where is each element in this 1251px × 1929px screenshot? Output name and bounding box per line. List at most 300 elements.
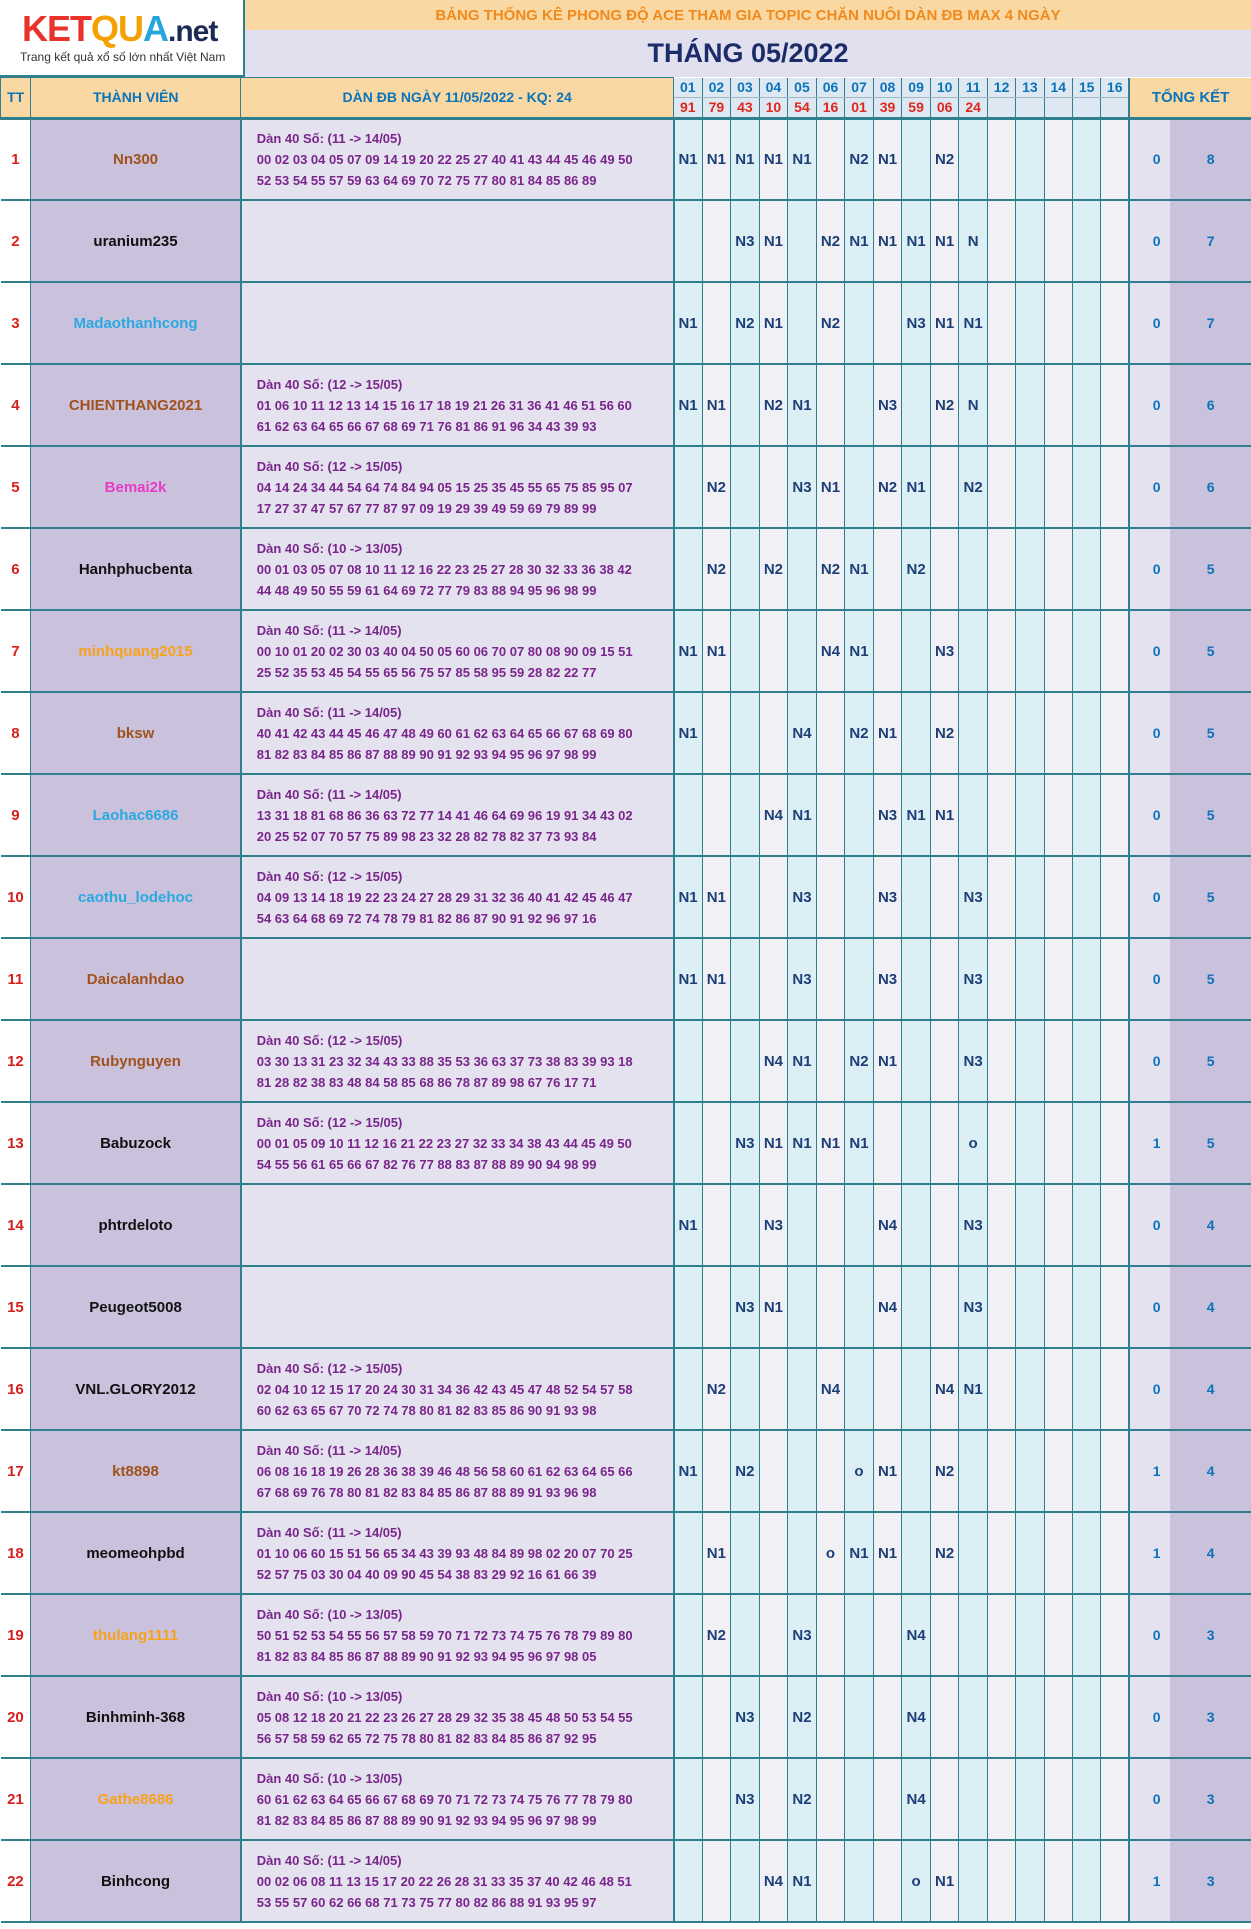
day-mark-cell (987, 1020, 1015, 1102)
member-name[interactable]: minhquang2015 (31, 610, 241, 692)
day-mark-cell (1044, 1020, 1072, 1102)
day-mark-cell (1044, 610, 1072, 692)
day-mark-cell (902, 856, 931, 938)
logo-wordmark (22, 8, 217, 50)
day-mark-cell: N3 (873, 364, 902, 446)
day-mark-cell: N1 (873, 692, 902, 774)
day-mark-cell: N1 (845, 1512, 874, 1594)
day-mark-cell (987, 1184, 1015, 1266)
day-mark-cell: N1 (674, 1430, 703, 1512)
day-mark-cell (816, 856, 845, 938)
day-mark-cell (845, 1758, 874, 1840)
day-header: 06 (816, 78, 845, 98)
day-mark-cell (731, 774, 760, 856)
day-mark-cell: N4 (788, 692, 817, 774)
summary-gap (1129, 446, 1143, 528)
day-mark-cell (1072, 118, 1100, 200)
day-mark-cell (731, 938, 760, 1020)
dan-line: 56 57 58 59 62 65 72 75 78 80 81 82 83 84 85 86 87 92 95 (256, 1730, 597, 1746)
day-result (1016, 97, 1044, 118)
summary-gap (1129, 1758, 1143, 1840)
day-mark-cell (902, 1512, 931, 1594)
summary-total: 4 (1170, 1512, 1251, 1594)
day-mark-cell (930, 1102, 959, 1184)
day-mark-cell (816, 1676, 845, 1758)
day-mark-cell: N1 (788, 364, 817, 446)
day-mark-cell (1044, 1512, 1072, 1594)
day-header: 12 (987, 78, 1015, 98)
day-mark-cell: N3 (959, 938, 988, 1020)
day-mark-cell (930, 1266, 959, 1348)
day-mark-cell (873, 528, 902, 610)
day-mark-cell: N3 (731, 200, 760, 282)
day-result: 24 (959, 97, 988, 118)
day-mark-cell (1044, 938, 1072, 1020)
dan-numbers-cell (241, 856, 674, 938)
dan-numbers-cell (241, 1184, 674, 1266)
day-mark-cell: N3 (788, 446, 817, 528)
day-mark-cell (674, 774, 703, 856)
day-mark-cell (987, 692, 1015, 774)
member-name[interactable]: Gathe8686 (31, 1758, 241, 1840)
day-mark-cell (816, 1594, 845, 1676)
day-mark-cell: N2 (930, 692, 959, 774)
day-mark-cell: N1 (759, 1266, 788, 1348)
day-mark-cell (674, 1102, 703, 1184)
summary-gap (1129, 282, 1143, 364)
day-mark-cell: N1 (873, 1430, 902, 1512)
day-mark-cell: N1 (930, 200, 959, 282)
day-mark-cell: N1 (702, 1512, 731, 1594)
logo-part-1: KET (22, 8, 91, 49)
day-mark-cell: N2 (788, 1676, 817, 1758)
row-number: 6 (1, 528, 31, 610)
day-result: 01 (845, 97, 874, 118)
table-row (1, 364, 1251, 446)
day-mark-cell (788, 200, 817, 282)
summary-total: 6 (1170, 364, 1251, 446)
day-mark-cell (674, 1676, 703, 1758)
day-mark-cell (1016, 1184, 1044, 1266)
day-mark-cell: N2 (731, 282, 760, 364)
member-name[interactable]: bksw (31, 692, 241, 774)
day-mark-cell: N1 (674, 364, 703, 446)
dan-numbers-cell (241, 1758, 674, 1840)
member-name[interactable]: Binhminh-368 (31, 1676, 241, 1758)
day-mark-cell: N4 (816, 610, 845, 692)
day-mark-cell: N1 (873, 200, 902, 282)
day-mark-cell: N2 (902, 528, 931, 610)
day-mark-cell (1044, 1594, 1072, 1676)
day-mark-cell (702, 200, 731, 282)
row-number: 4 (1, 364, 31, 446)
day-mark-cell: N1 (930, 1840, 959, 1922)
day-mark-cell (987, 1676, 1015, 1758)
day-mark-cell (959, 1512, 988, 1594)
dan-line: 60 61 62 63 64 65 66 67 68 69 70 71 72 73 74 75 76 77 78 79 80 (256, 1791, 633, 1807)
day-result: 16 (816, 97, 845, 118)
day-mark-cell (816, 1020, 845, 1102)
table-row (1, 1102, 1251, 1184)
day-mark-cell: N4 (930, 1348, 959, 1430)
day-mark-cell: N3 (731, 1758, 760, 1840)
day-mark-cell: o (816, 1512, 845, 1594)
dan-line: 81 82 83 84 85 86 87 88 89 90 91 92 93 94 95 96 97 98 99 (256, 1812, 597, 1828)
table-row (1, 774, 1251, 856)
day-mark-cell (1101, 856, 1129, 938)
day-mark-cell: N3 (788, 1594, 817, 1676)
member-name[interactable]: caothu_lodehoc (31, 856, 241, 938)
member-name[interactable]: meomeohpbd (31, 1512, 241, 1594)
day-mark-cell (902, 1184, 931, 1266)
day-mark-cell: N1 (788, 1020, 817, 1102)
day-mark-cell (873, 282, 902, 364)
day-mark-cell (759, 1594, 788, 1676)
day-mark-cell (1016, 446, 1044, 528)
row-number: 22 (1, 1840, 31, 1922)
dan-numbers-cell (241, 1512, 674, 1594)
day-mark-cell (674, 1266, 703, 1348)
day-mark-cell (902, 364, 931, 446)
member-name[interactable]: CHIENTHANG2021 (31, 364, 241, 446)
day-mark-cell (731, 856, 760, 938)
day-mark-cell: N1 (674, 282, 703, 364)
summary-total: 3 (1170, 1594, 1251, 1676)
day-mark-cell: N1 (845, 610, 874, 692)
member-name[interactable]: uranium235 (31, 200, 241, 282)
logo-part-2: QU (91, 8, 143, 49)
summary-gap (1129, 118, 1143, 200)
day-mark-cell (1044, 856, 1072, 938)
day-header: 03 (731, 78, 760, 98)
member-name[interactable]: Bemai2k (31, 446, 241, 528)
day-mark-cell: N1 (674, 938, 703, 1020)
dan-numbers-cell (241, 1348, 674, 1430)
day-result (1044, 97, 1072, 118)
dan-line: 81 82 83 84 85 86 87 88 89 90 91 92 93 94 95 96 97 98 99 (256, 746, 597, 762)
summary-hits: 0 (1143, 118, 1171, 200)
day-mark-cell: N1 (930, 774, 959, 856)
day-mark-cell: N1 (674, 692, 703, 774)
dan-numbers-cell (241, 610, 674, 692)
day-mark-cell: o (845, 1430, 874, 1512)
summary-total: 5 (1170, 528, 1251, 610)
day-mark-cell (702, 282, 731, 364)
summary-gap (1129, 856, 1143, 938)
table-row (1, 118, 1251, 200)
day-result: 79 (702, 97, 731, 118)
dan-line: 00 01 03 05 07 08 10 11 12 16 22 23 25 27 28 30 32 33 36 38 42 (256, 561, 632, 577)
day-mark-cell (788, 1348, 817, 1430)
day-mark-cell: N1 (788, 774, 817, 856)
day-header: 07 (845, 78, 874, 98)
day-mark-cell (702, 1758, 731, 1840)
day-mark-cell: N1 (759, 118, 788, 200)
day-mark-cell: N3 (788, 856, 817, 938)
day-mark-cell: N1 (674, 610, 703, 692)
day-mark-cell (759, 856, 788, 938)
day-mark-cell (816, 118, 845, 200)
day-mark-cell (1101, 1758, 1129, 1840)
dan-numbers-cell (241, 1840, 674, 1922)
day-mark-cell (1016, 1758, 1044, 1840)
day-mark-cell: N4 (873, 1266, 902, 1348)
day-mark-cell: N3 (873, 938, 902, 1020)
day-mark-cell (674, 1512, 703, 1594)
day-mark-cell (845, 1840, 874, 1922)
member-name[interactable]: Madaothanhcong (31, 282, 241, 364)
dan-line: Dàn 40 Số: (10 -> 13/05) (256, 1688, 403, 1704)
table-row (1, 692, 1251, 774)
row-number: 15 (1, 1266, 31, 1348)
day-mark-cell (1016, 1102, 1044, 1184)
summary-total: 5 (1170, 856, 1251, 938)
day-mark-cell (845, 856, 874, 938)
member-name[interactable]: Daicalanhdao (31, 938, 241, 1020)
logo-part-3: A (143, 8, 168, 49)
day-mark-cell: N2 (930, 118, 959, 200)
day-mark-cell: N2 (845, 1020, 874, 1102)
day-mark-cell: N3 (731, 1676, 760, 1758)
day-mark-cell (1016, 774, 1044, 856)
day-mark-cell: N2 (788, 1758, 817, 1840)
dan-line: 04 09 13 14 18 19 22 23 24 27 28 29 31 32 36 40 41 42 45 46 47 (256, 889, 633, 905)
day-mark-cell (1016, 1840, 1044, 1922)
table-row (1, 1430, 1251, 1512)
day-mark-cell (959, 528, 988, 610)
day-mark-cell (674, 446, 703, 528)
day-mark-cell (674, 200, 703, 282)
day-mark-cell (987, 446, 1015, 528)
day-mark-cell (987, 1840, 1015, 1922)
dan-line: 81 82 83 84 85 86 87 88 89 90 91 92 93 94 95 96 97 98 05 (256, 1648, 597, 1664)
day-mark-cell (930, 1676, 959, 1758)
day-mark-cell: N2 (702, 1348, 731, 1430)
day-mark-cell (1101, 1594, 1129, 1676)
summary-gap (1129, 1348, 1143, 1430)
summary-total: 4 (1170, 1266, 1251, 1348)
day-mark-cell: N1 (702, 938, 731, 1020)
day-mark-cell (788, 528, 817, 610)
member-name[interactable]: Binhcong (31, 1840, 241, 1922)
day-mark-cell (987, 200, 1015, 282)
row-number: 2 (1, 200, 31, 282)
day-header: 05 (788, 78, 817, 98)
day-mark-cell (987, 1102, 1015, 1184)
day-mark-cell (930, 1594, 959, 1676)
dan-line: 02 04 10 12 15 17 20 24 30 31 34 36 42 43 45 47 48 52 54 57 58 (256, 1381, 633, 1397)
dan-line: 52 57 75 03 30 04 40 09 90 45 54 38 83 29 92 16 61 66 39 (256, 1566, 597, 1582)
day-mark-cell (1044, 774, 1072, 856)
day-mark-cell: N1 (873, 118, 902, 200)
day-mark-cell (1072, 1758, 1100, 1840)
day-mark-cell (731, 1594, 760, 1676)
day-mark-cell: N1 (959, 282, 988, 364)
member-name[interactable]: Peugeot5008 (31, 1266, 241, 1348)
dan-line: Dàn 40 Số: (11 -> 14/05) (256, 130, 402, 146)
day-mark-cell: N1 (873, 1512, 902, 1594)
day-mark-cell (1101, 200, 1129, 282)
day-mark-cell (1072, 692, 1100, 774)
day-mark-cell (1044, 1676, 1072, 1758)
summary-total: 3 (1170, 1840, 1251, 1922)
member-name[interactable]: Babuzock (31, 1102, 241, 1184)
day-mark-cell: N1 (702, 856, 731, 938)
table-row (1, 856, 1251, 938)
day-mark-cell (1101, 1348, 1129, 1430)
day-mark-cell: N (959, 364, 988, 446)
member-name[interactable]: VNL.GLORY2012 (31, 1348, 241, 1430)
member-name[interactable]: Laohac6686 (31, 774, 241, 856)
dan-numbers-cell (241, 938, 674, 1020)
dan-numbers-cell (241, 118, 674, 200)
day-mark-cell (1101, 1840, 1129, 1922)
day-header: 02 (702, 78, 731, 98)
day-mark-cell (788, 1430, 817, 1512)
day-mark-cell (1101, 1676, 1129, 1758)
day-mark-cell (1044, 364, 1072, 446)
day-header: 16 (1101, 78, 1129, 98)
day-mark-cell (1044, 1102, 1072, 1184)
day-mark-cell: N1 (759, 1102, 788, 1184)
member-name[interactable]: Hanhphucbenta (31, 528, 241, 610)
table-row (1, 1676, 1251, 1758)
summary-hits: 1 (1143, 1430, 1171, 1512)
summary-gap (1129, 528, 1143, 610)
table-row (1, 610, 1251, 692)
dan-numbers-cell (241, 1430, 674, 1512)
site-logo[interactable] (0, 0, 245, 77)
day-result (987, 97, 1015, 118)
day-mark-cell: N4 (902, 1676, 931, 1758)
day-mark-cell (674, 1758, 703, 1840)
day-mark-cell (873, 1676, 902, 1758)
day-mark-cell: N3 (731, 1102, 760, 1184)
day-mark-cell (930, 856, 959, 938)
member-name[interactable]: Nn300 (31, 118, 241, 200)
day-mark-cell (845, 1348, 874, 1430)
day-mark-cell (702, 774, 731, 856)
summary-total: 5 (1170, 1020, 1251, 1102)
day-mark-cell (759, 446, 788, 528)
day-mark-cell (1044, 282, 1072, 364)
day-mark-cell (845, 364, 874, 446)
day-mark-cell (873, 1840, 902, 1922)
summary-total: 5 (1170, 774, 1251, 856)
dan-line: Dàn 40 Số: (12 -> 15/05) (256, 376, 403, 392)
row-number: 18 (1, 1512, 31, 1594)
day-mark-cell (1044, 200, 1072, 282)
day-mark-cell: N3 (731, 1266, 760, 1348)
day-mark-cell (1101, 1266, 1129, 1348)
dan-line: Dàn 40 Số: (11 -> 14/05) (256, 1852, 402, 1868)
member-name[interactable]: thulang1111 (31, 1594, 241, 1676)
day-mark-cell (1016, 856, 1044, 938)
day-mark-cell (959, 610, 988, 692)
day-mark-cell (788, 1184, 817, 1266)
day-mark-cell (674, 1594, 703, 1676)
row-number: 1 (1, 118, 31, 200)
day-result (1072, 97, 1100, 118)
dan-line: Dàn 40 Số: (12 -> 15/05) (256, 1360, 403, 1376)
dan-line: 25 52 35 53 45 54 55 65 56 75 57 85 58 95 59 28 82 22 77 (256, 664, 597, 680)
day-mark-cell: N1 (759, 200, 788, 282)
dan-line: 81 28 82 38 83 48 84 58 85 68 86 78 87 89 98 67 76 17 71 (256, 1074, 597, 1090)
day-mark-cell: N2 (845, 118, 874, 200)
dan-numbers-cell (241, 1020, 674, 1102)
day-mark-cell (873, 610, 902, 692)
dan-line: 04 14 24 34 44 54 64 74 84 94 05 15 25 35 45 55 65 75 85 95 07 (256, 479, 633, 495)
day-mark-cell (930, 1758, 959, 1840)
day-mark-cell (1072, 1184, 1100, 1266)
day-mark-cell (702, 1840, 731, 1922)
dan-line: 40 41 42 43 44 45 46 47 48 49 60 61 62 63 64 65 66 67 68 69 80 (256, 725, 633, 741)
day-header: 01 (674, 78, 703, 98)
dan-line: 60 62 63 65 67 70 72 74 78 80 81 82 83 85 86 90 91 93 98 (256, 1402, 597, 1418)
day-mark-cell (1072, 1676, 1100, 1758)
summary-hits: 1 (1143, 1512, 1171, 1594)
dan-line: Dàn 40 Số: (12 -> 15/05) (256, 868, 403, 884)
day-mark-cell: N2 (959, 446, 988, 528)
day-mark-cell (1101, 446, 1129, 528)
dan-line: Dàn 40 Số: (12 -> 15/05) (256, 1032, 403, 1048)
member-name[interactable]: phtrdeloto (31, 1184, 241, 1266)
dan-numbers-cell (241, 364, 674, 446)
day-mark-cell (1072, 1430, 1100, 1512)
day-header: 09 (902, 78, 931, 98)
day-mark-cell (674, 1348, 703, 1430)
day-mark-cell (902, 1266, 931, 1348)
day-mark-cell (987, 610, 1015, 692)
day-mark-cell (731, 528, 760, 610)
day-result: 43 (731, 97, 760, 118)
table-row (1, 1020, 1251, 1102)
day-mark-cell: N4 (902, 1758, 931, 1840)
table-row (1, 200, 1251, 282)
day-mark-cell (1072, 774, 1100, 856)
day-mark-cell: N1 (930, 282, 959, 364)
member-name[interactable]: Rubynguyen (31, 1020, 241, 1102)
member-name[interactable]: kt8898 (31, 1430, 241, 1512)
logo-suffix: .net (168, 15, 218, 48)
summary-total: 4 (1170, 1184, 1251, 1266)
day-mark-cell (902, 118, 931, 200)
day-mark-cell (845, 1266, 874, 1348)
day-mark-cell (959, 1676, 988, 1758)
day-mark-cell: N1 (902, 200, 931, 282)
day-mark-cell (987, 1594, 1015, 1676)
day-result: 91 (674, 97, 703, 118)
summary-gap (1129, 1266, 1143, 1348)
day-header: 15 (1072, 78, 1100, 98)
table-row (1, 528, 1251, 610)
dan-line: 44 48 49 50 55 59 61 64 69 72 77 79 83 88 94 95 96 98 99 (256, 582, 597, 598)
day-mark-cell (731, 1512, 760, 1594)
day-mark-cell (902, 1348, 931, 1430)
day-mark-cell: N1 (788, 1102, 817, 1184)
row-number: 20 (1, 1676, 31, 1758)
day-mark-cell: N2 (816, 200, 845, 282)
dan-line: 20 25 52 07 70 57 75 89 98 23 32 28 82 78 82 37 73 93 84 (256, 828, 597, 844)
day-mark-cell (959, 1594, 988, 1676)
day-mark-cell: N4 (816, 1348, 845, 1430)
day-mark-cell (930, 1020, 959, 1102)
day-mark-cell (987, 856, 1015, 938)
day-mark-cell (1101, 1184, 1129, 1266)
day-mark-cell: N4 (902, 1594, 931, 1676)
summary-total: 5 (1170, 1102, 1251, 1184)
day-mark-cell (1016, 1676, 1044, 1758)
